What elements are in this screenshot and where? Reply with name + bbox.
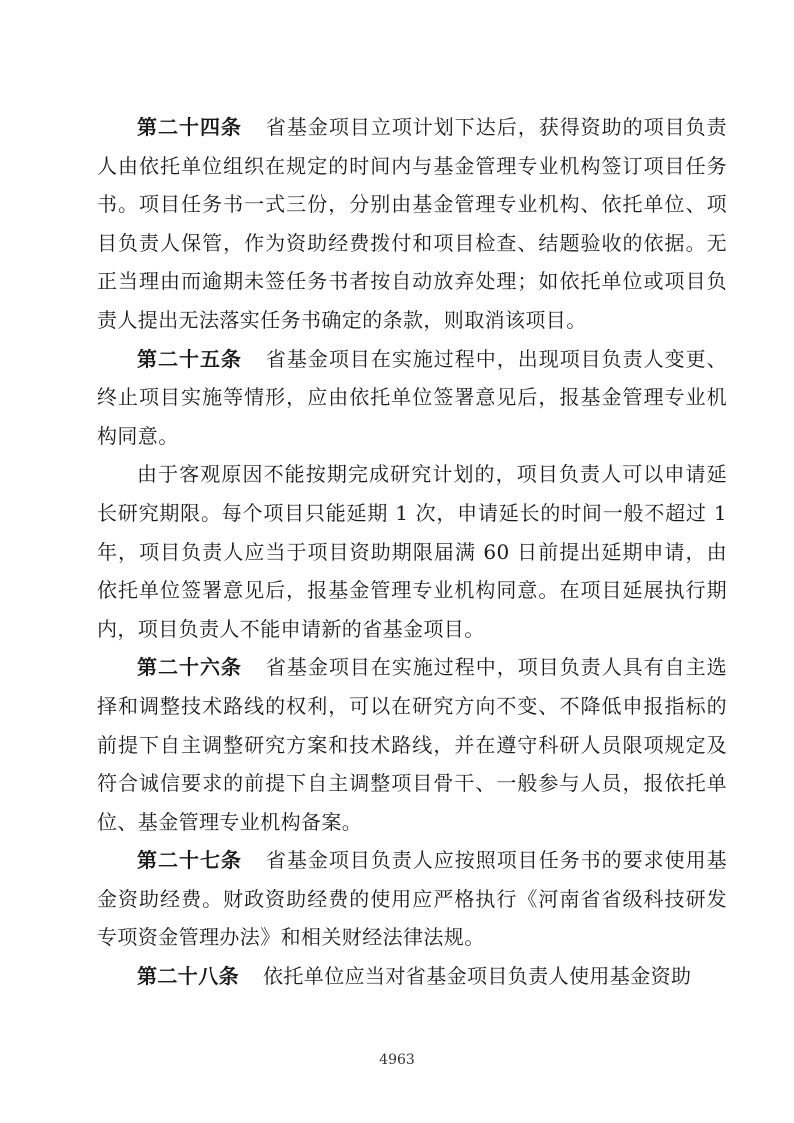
article-26-heading: 第二十六条 (137, 655, 242, 680)
article-26-paragraph (97, 648, 727, 841)
article-26-text: 省基金项目在实施过程中，项目负责人具有自主选择和调整技术路线的权利，可以在研究方向不变、不降低申报指标的前提下自主调整研究方案和技术路线，并在遵守科研人员限项规定及符合诚信要求的前提下自主调整项目骨干、一般参与人员，报依托单位、基金管理专业机构备案。 (97, 655, 727, 834)
article-27-text: 省基金项目负责人应按照项目任务书的要求使用基金资助经费。财政资助经费的使用应严格执行《河南省省级科技研发专项资金管理办法》和相关财经法律法规。 (97, 848, 727, 950)
article-25-extension-text: 由于客观原因不能按期完成研究计划的，项目负责人可以申请延长研究期限。每个项目只能延期 1 次，申请延长的时间一般不超过 1 年，项目负责人应当于项目资助期限届满 60 日前提出延期申请，由依托单位签署意见后，报基金管理专业机构同意。在项目延展执行期内，项目负责人不能申请新的省基金项目。 (97, 462, 727, 641)
article-27-paragraph (97, 841, 727, 957)
article-25-heading: 第二十五条 (137, 346, 242, 371)
page-number: 4963 (379, 1052, 415, 1068)
article-28-paragraph (97, 957, 727, 996)
page-body (97, 108, 727, 996)
article-24-text: 省基金项目立项计划下达后，获得资助的项目负责人由依托单位组织在规定的时间内与基金管理专业机构签订项目任务书。项目任务书一式三份，分别由基金管理专业机构、依托单位、项目负责人保管，作为资助经费拨付和项目检查、结题验收的依据。无正当理由而逾期未签任务书者按自动放弃处理；如依托单位或项目负责人提出无法落实任务书确定的条款，则取消该项目。 (97, 115, 727, 332)
article-25-paragraph (97, 340, 727, 456)
article-25-extension-paragraph (97, 455, 727, 648)
article-24-heading: 第二十四条 (137, 115, 242, 139)
article-25-text: 省基金项目在实施过程中，出现项目负责人变更、终止项目实施等情形，应由依托单位签署意见后，报基金管理专业机构同意。 (97, 346, 727, 448)
article-28-heading: 第二十八条 (137, 964, 239, 989)
article-27-heading: 第二十七条 (137, 848, 242, 873)
article-28-text: 依托单位应当对省基金项目负责人使用基金资助 (263, 964, 692, 989)
article-24-paragraph (97, 108, 727, 340)
